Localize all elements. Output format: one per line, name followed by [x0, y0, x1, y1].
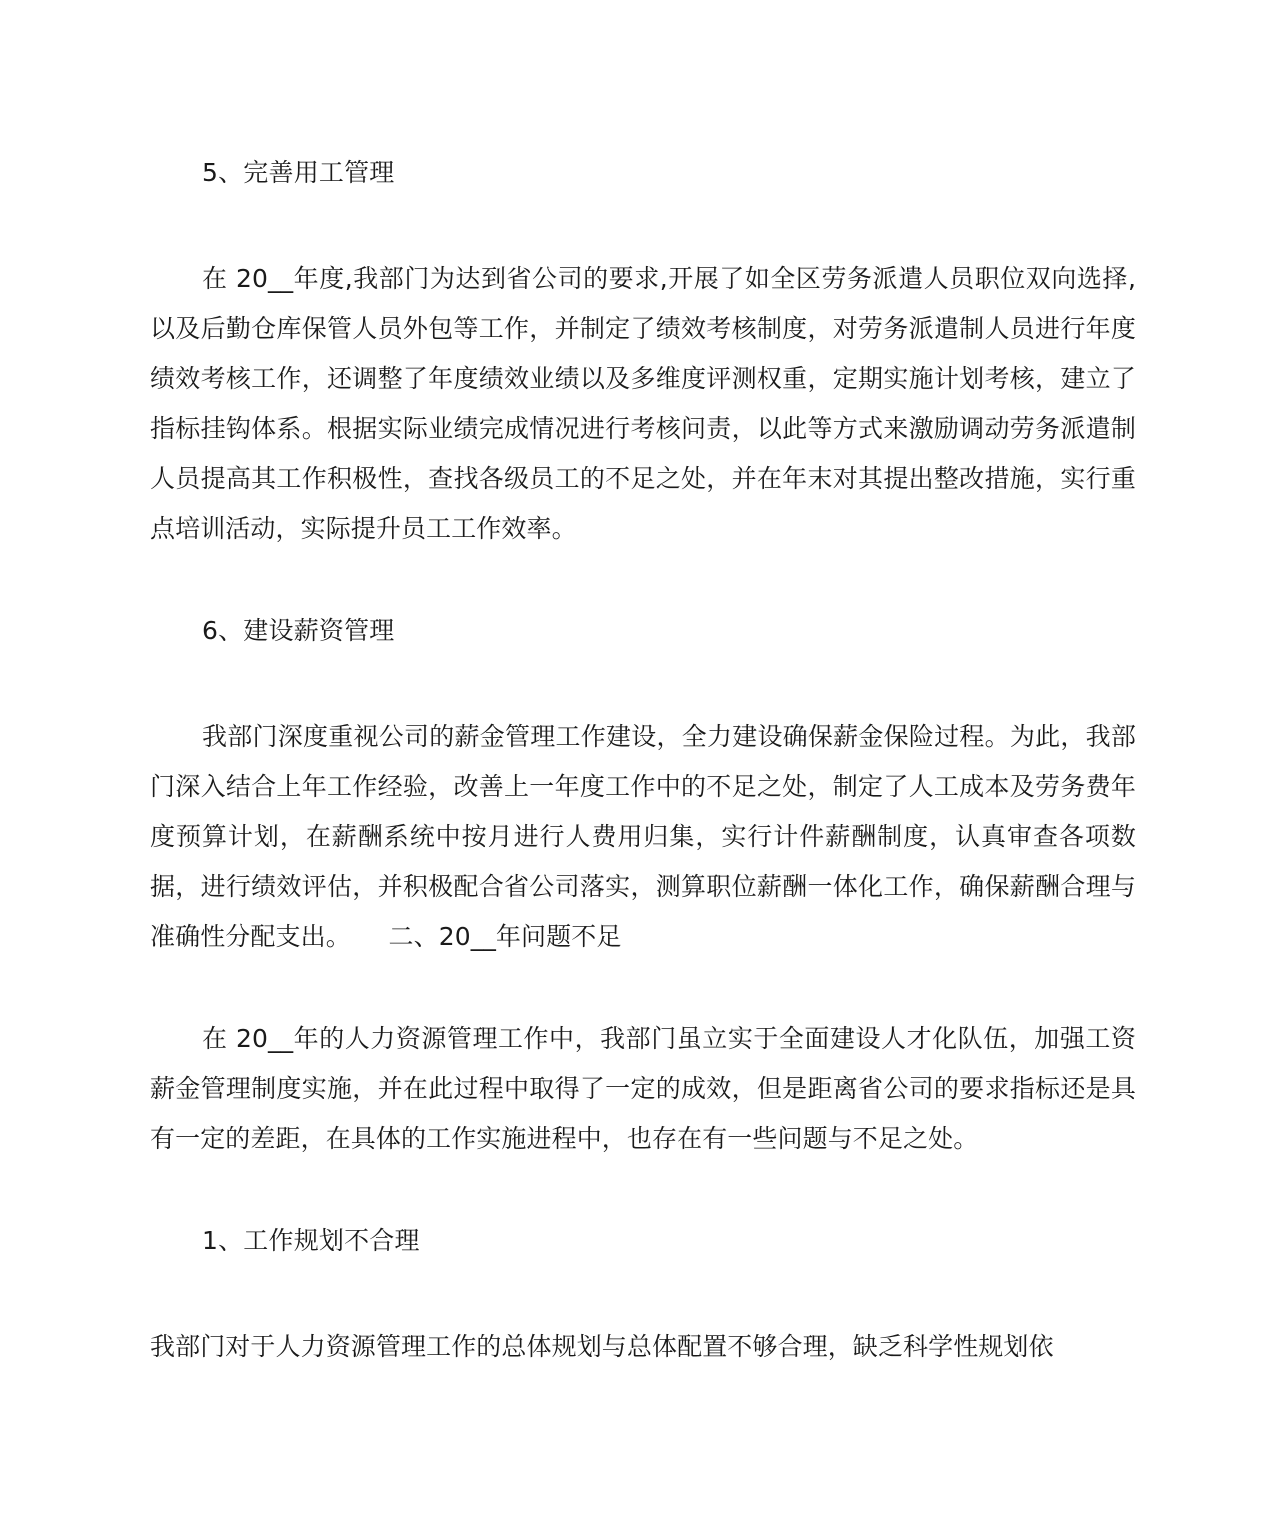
document-body [150, 0, 1136, 1372]
spacer-before-section-two-paragraph [150, 962, 1136, 1014]
spacer-before-heading-1 [150, 1164, 1136, 1216]
paragraph-6-text: 我部门深度重视公司的薪金管理工作建设，全力建设确保薪金保险过程。为此，我部门深入结合上年工作经验，改善上一年度工作中的不足之处，制定了人工成本及劳务费年度预算计划，在薪酬系统中按月进行人费用归集，实行计件薪酬制度，认真审查各项数据，进行绩效评估，并积极配合省公司落实，测算职位薪酬一体化工作，确保薪酬合理与准确性分配支出。 [150, 722, 1136, 951]
paragraph-1-body: 我部门对于人力资源管理工作的总体规划与总体配置不够合理，缺乏科学性规划依 [150, 1332, 1054, 1361]
section-two-title: 二、20__年问题不足 [388, 922, 622, 951]
heading-5-improve-labor-management: 5、完善用工管理 [202, 158, 395, 187]
heading-1-unreasonable-work-planning: 1、工作规划不合理 [202, 1226, 420, 1255]
spacer-after-heading-1 [150, 1266, 1136, 1322]
top-spacer [150, 0, 1136, 148]
spacer-before-heading-6 [150, 554, 1136, 606]
spacer-after-heading-5 [150, 198, 1136, 254]
heading-6-build-salary-management: 6、建设薪资管理 [202, 616, 395, 645]
paragraph-section-two-body: 在 20__年的人力资源管理工作中，我部门虽立实于全面建设人才化队伍，加强工资薪金管理制度实施，并在此过程中取得了一定的成效，但是距离省公司的要求指标还是具有一定的差距，在具体的工作实施进程中，也存在有一些问题与不足之处。 [150, 1024, 1136, 1153]
paragraph-6-body [150, 712, 1136, 962]
paragraph-5-body: 在 20__年度,我部门为达到省公司的要求,开展了如全区劳务派遣人员职位双向选择,以及后勤仓库保管人员外包等工作，并制定了绩效考核制度，对劳务派遣制人员进行年度绩效考核工作，还调整了年度绩效业绩以及多维度评测权重，定期实施计划考核，建立了指标挂钩体系。根据实际业绩完成情况进行考核问责，以此等方式来激励调动劳务派遣制人员提高其工作积极性，查找各级员工的不足之处，并在年末对其提出整改措施，实行重点培训活动，实际提升员工工作效率。 [150, 264, 1136, 543]
inline-gap-spacer [338, 922, 388, 951]
spacer-after-heading-6 [150, 656, 1136, 712]
